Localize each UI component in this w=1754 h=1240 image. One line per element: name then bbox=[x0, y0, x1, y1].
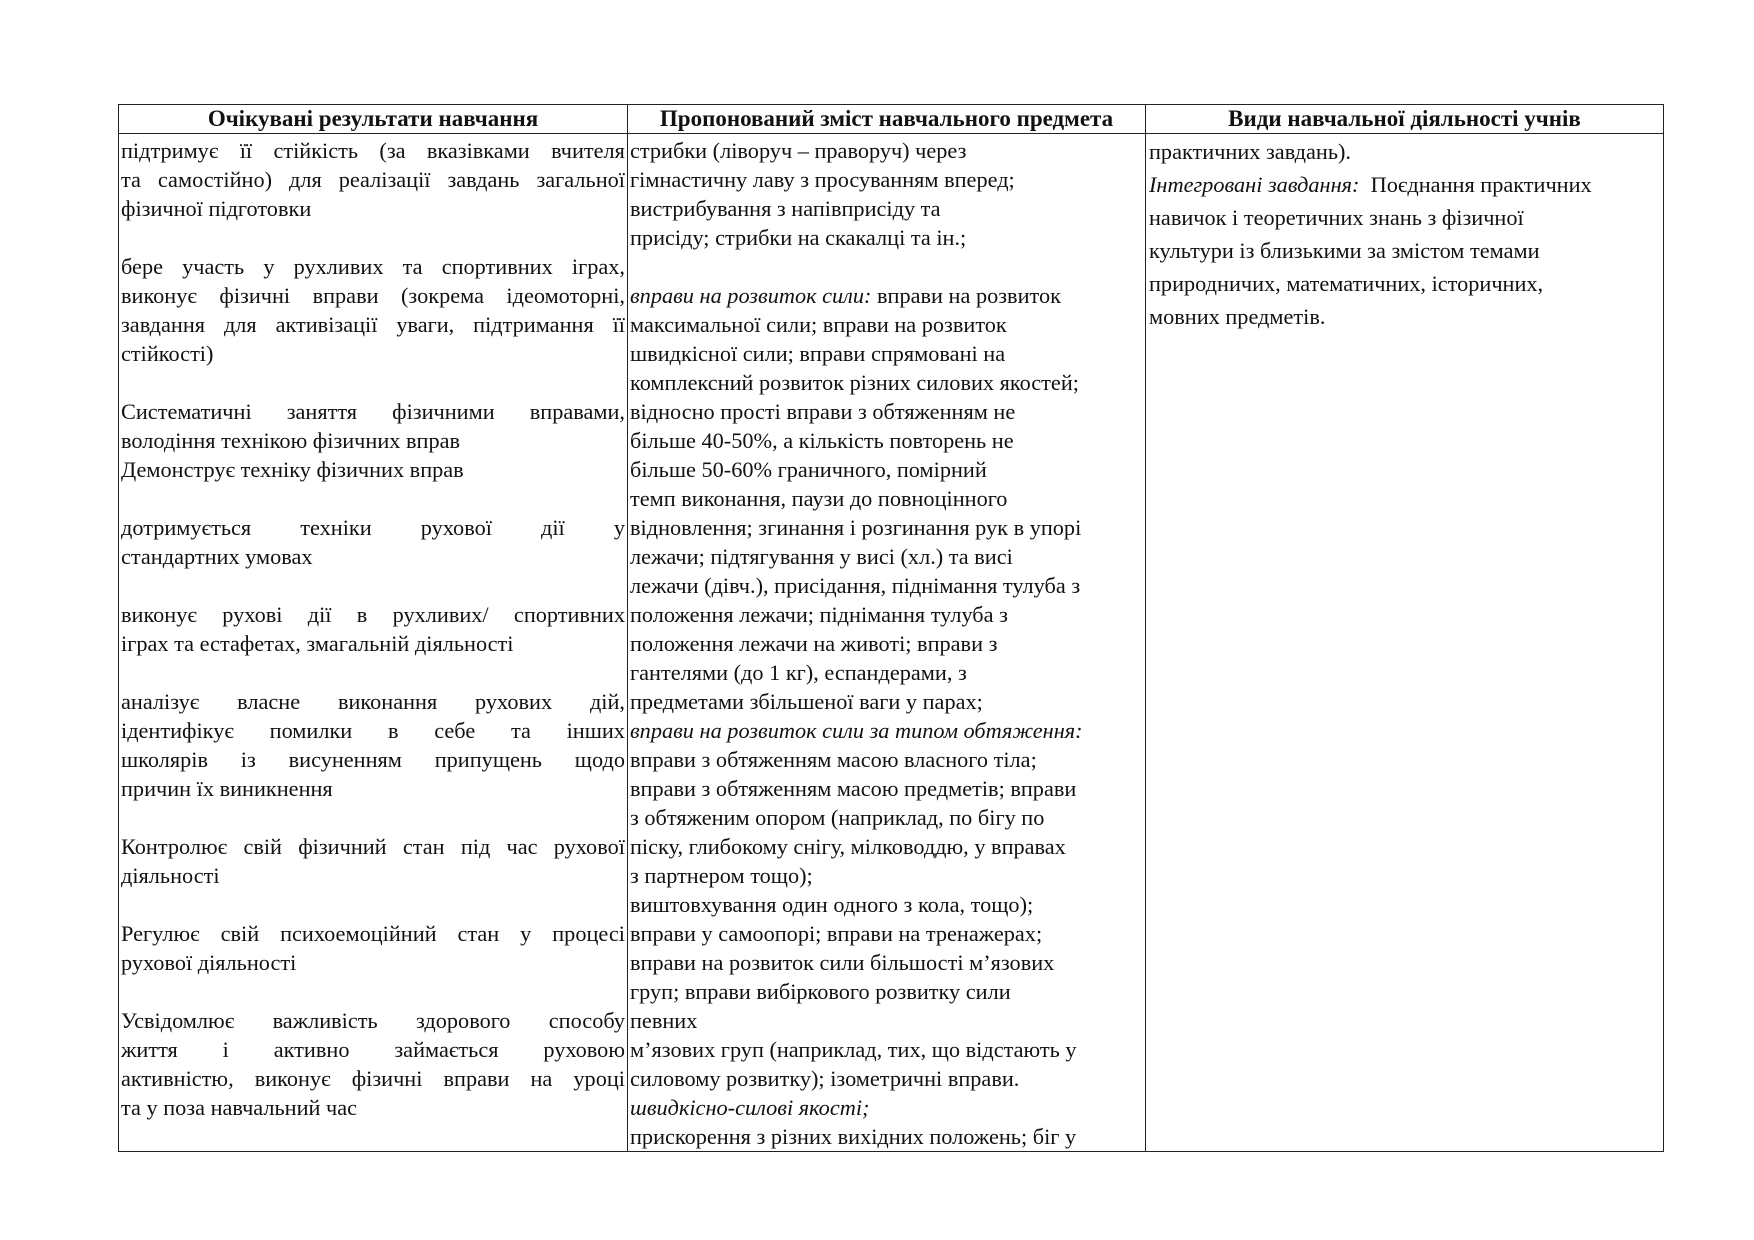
expected-results-cell bbox=[119, 134, 628, 1152]
text-line: прискорення з різних вихідних положень; біг у bbox=[630, 1124, 1077, 1149]
text-line: причин їх виникнення bbox=[121, 776, 333, 801]
text-line: ідентифікує помилки в себе та інших bbox=[121, 718, 625, 743]
text-line: максимальної сили; вправи на розвиток bbox=[630, 312, 1007, 337]
text-line: предметами збільшеної ваги у парах; bbox=[630, 689, 983, 714]
text-line: стійкості) bbox=[121, 341, 214, 366]
text-line: вправи на розвиток сили більшості м’язових bbox=[630, 950, 1055, 975]
result-block bbox=[121, 919, 625, 977]
text-line: виконує рухові дії в рухливих/ спортивних bbox=[121, 602, 625, 627]
header-expected-results: Очікувані результати навчання bbox=[119, 105, 628, 134]
text-line: положення лежачи на животі; вправи з bbox=[630, 631, 998, 656]
text-line: груп; вправи вибіркового розвитку сили bbox=[630, 979, 1011, 1004]
text-line: Систематичні заняття фізичними вправами, bbox=[121, 399, 625, 424]
text-line: іграх та естафетах, змагальній діяльності bbox=[121, 631, 514, 656]
text-line: комплексний розвиток різних силових якостей; bbox=[630, 370, 1079, 395]
text-line: піску, глибокому снігу, мілководдю, у вправах bbox=[630, 834, 1066, 859]
text-line: м’язових груп (наприклад, тих, що відстають у bbox=[630, 1037, 1077, 1062]
result-block bbox=[121, 252, 625, 368]
activity-types-cell bbox=[1146, 134, 1664, 1152]
text-line: діяльності bbox=[121, 863, 220, 888]
text-line: активністю, виконує фізичні вправи на уроці bbox=[121, 1066, 625, 1091]
text-line: аналізує власне виконання рухових дій, bbox=[121, 689, 625, 714]
header-proposed-content: Пропонований зміст навчального предмета bbox=[628, 105, 1146, 134]
text-line: вистрибування з напівприсіду та bbox=[630, 196, 941, 221]
section-heading: швидкісно-силові якості; bbox=[630, 1095, 870, 1120]
text-line: Демонструє техніку фізичних вправ bbox=[121, 457, 464, 482]
text-line: бере участь у рухливих та спортивних іграх, bbox=[121, 254, 625, 279]
text-line: фізичної підготовки bbox=[121, 196, 312, 221]
text-line bbox=[630, 281, 1143, 310]
text-line: з партнером тощо); bbox=[630, 863, 813, 888]
text-line bbox=[1149, 168, 1661, 201]
text-line: відновлення; згинання і розгинання рук в упорі bbox=[630, 515, 1082, 540]
text-line: Регулює свій психоемоційний стан у процесі bbox=[121, 921, 625, 946]
result-block bbox=[121, 397, 625, 484]
text-fragment: Поєднання практичних bbox=[1359, 172, 1592, 197]
text-line: стандартних умовах bbox=[121, 544, 313, 569]
text-line: навичок і теоретичних знань з фізичної bbox=[1149, 205, 1524, 230]
text-line: володіння технікою фізичних вправ bbox=[121, 428, 461, 453]
section-heading: вправи на розвиток сили: bbox=[630, 283, 872, 308]
text-line: практичних завдань). bbox=[1149, 139, 1352, 164]
text-line: завдання для активізації уваги, підтримання її bbox=[121, 312, 625, 337]
text-line: підтримує її стійкість (за вказівками вчителя bbox=[121, 138, 625, 163]
text-line: та у поза навчальний час bbox=[121, 1095, 358, 1120]
result-block bbox=[121, 136, 625, 223]
text-line: Усвідомлює важливість здорового способу bbox=[121, 1008, 625, 1033]
text-line: силовому розвитку); ізометричні вправи. bbox=[630, 1066, 1020, 1091]
text-line: стрибки (ліворуч – праворуч) через bbox=[630, 138, 967, 163]
text-line: вправи з обтяженням масою власного тіла; bbox=[630, 747, 1037, 772]
text-line: темп виконання, паузи до повноцінного bbox=[630, 486, 1008, 511]
text-line: життя і активно займається руховою bbox=[121, 1037, 625, 1062]
text-line: вправи у самоопорі; вправи на тренажерах; bbox=[630, 921, 1043, 946]
text-line: мовних предметів. bbox=[1149, 304, 1326, 329]
result-block bbox=[121, 832, 625, 890]
content-row bbox=[119, 134, 1664, 1152]
section-heading: вправи на розвиток сили за типом обтяження: bbox=[630, 718, 1083, 743]
text-line: більше 50-60% граничного, помірний bbox=[630, 457, 987, 482]
text-line: природничих, математичних, історичних, bbox=[1149, 271, 1544, 296]
text-line: лежачи (дівч.), присідання, піднімання тулуба з bbox=[630, 573, 1081, 598]
text-line: присіду; стрибки на скакалці та ін.; bbox=[630, 225, 967, 250]
text-line: лежачи; підтягування у висі (хл.) та висі bbox=[630, 544, 1013, 569]
text-line: Контролює свій фізичний стан під час рухової bbox=[121, 834, 625, 859]
text-line: гантелями (до 1 кг), еспандерами, з bbox=[630, 660, 967, 685]
text-line: виконує фізичні вправи (зокрема ідеомоторні, bbox=[121, 283, 625, 308]
text-line: відносно прості вправи з обтяженням не bbox=[630, 399, 1016, 424]
text-line: виштовхування один одного з кола, тощо); bbox=[630, 892, 1034, 917]
text-line: та самостійно) для реалізації завдань загальної bbox=[121, 167, 625, 192]
text-line: дотримується техніки рухової дії у bbox=[121, 515, 625, 540]
header-activity-types: Види навчальної діяльності учнів bbox=[1146, 105, 1664, 134]
result-block bbox=[121, 687, 625, 803]
text-fragment: вправи на розвиток bbox=[871, 283, 1061, 308]
text-line: гімнастичну лаву з просуванням вперед; bbox=[630, 167, 1015, 192]
curriculum-table bbox=[118, 104, 1664, 1152]
text-line: положення лежачи; піднімання тулуба з bbox=[630, 602, 1008, 627]
text-line: більше 40-50%, а кількість повторень не bbox=[630, 428, 1014, 453]
section-heading: Інтегровані завдання: bbox=[1149, 172, 1360, 197]
text-line: швидкісної сили; вправи спрямовані на bbox=[630, 341, 1006, 366]
text-line: культури із близькими за змістом темами bbox=[1149, 238, 1540, 263]
text-line: школярів із висуненням припущень щодо bbox=[121, 747, 625, 772]
text-line: рухової діяльності bbox=[121, 950, 297, 975]
text-line: певних bbox=[630, 1008, 698, 1033]
result-block bbox=[121, 1006, 625, 1122]
text-line: з обтяженим опором (наприклад, по бігу по bbox=[630, 805, 1045, 830]
header-row bbox=[119, 105, 1664, 134]
result-block bbox=[121, 600, 625, 658]
proposed-content-cell bbox=[628, 134, 1146, 1152]
text-line: вправи з обтяженням масою предметів; вправи bbox=[630, 776, 1077, 801]
result-block bbox=[121, 513, 625, 571]
